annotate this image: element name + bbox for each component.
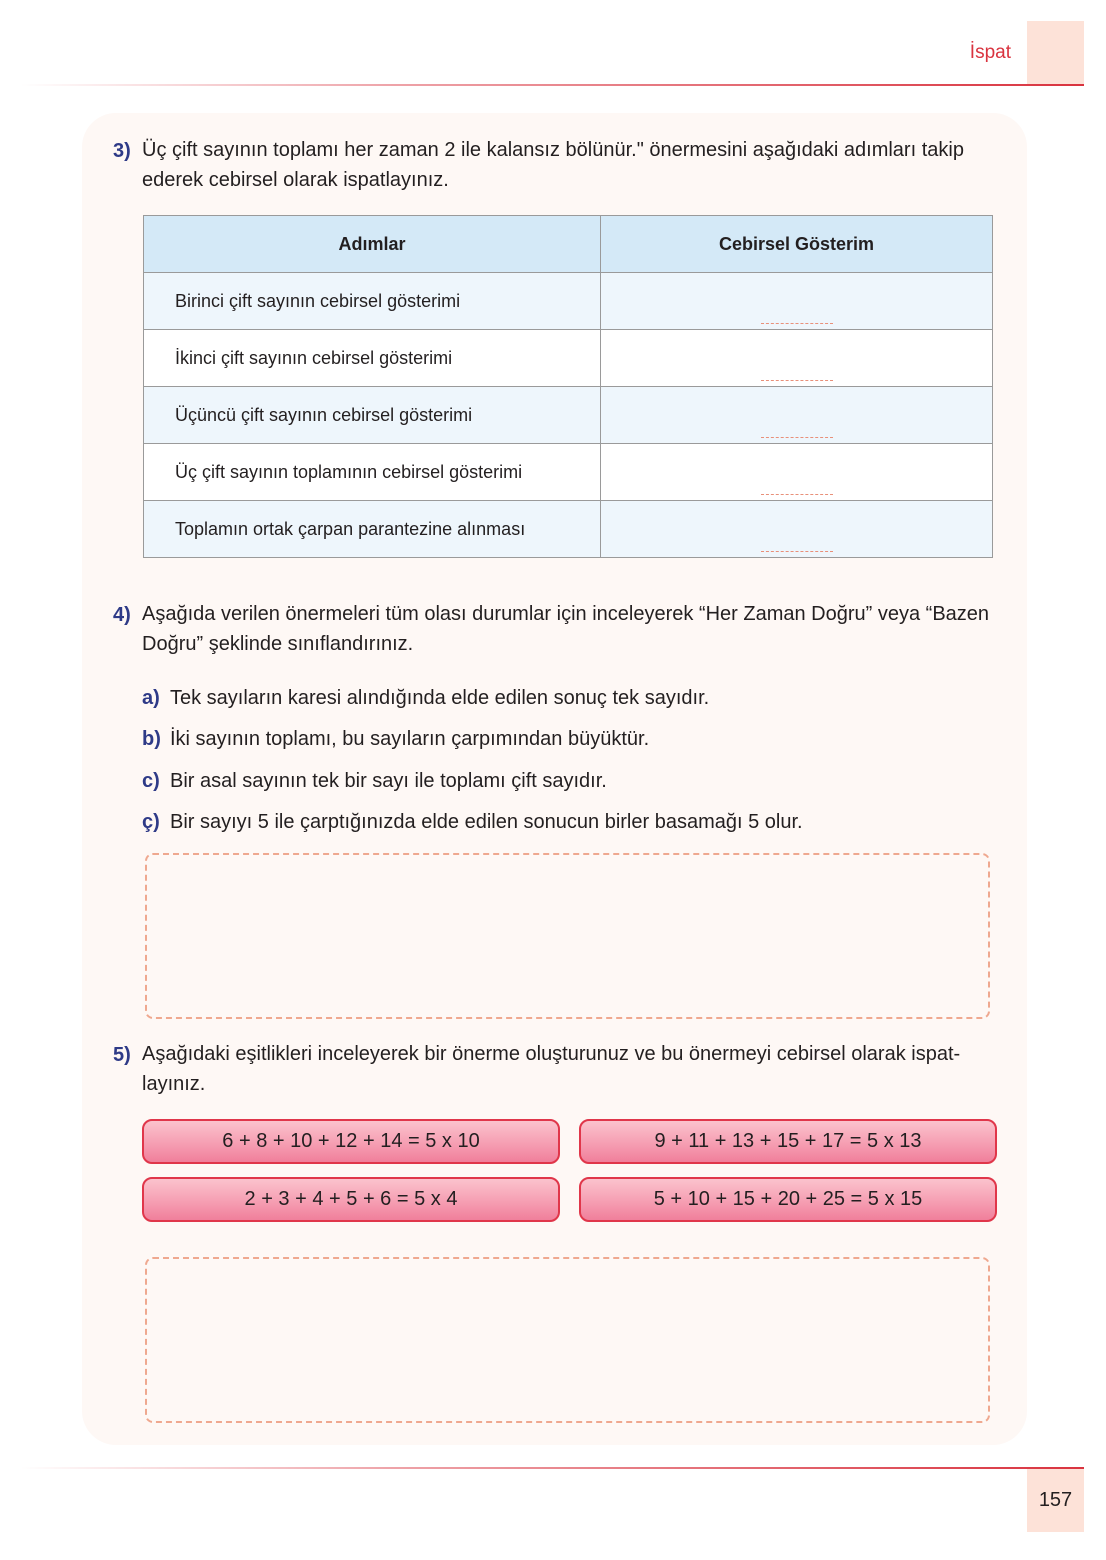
- step-label: İkinci çift sayının cebirsel gösterimi: [144, 330, 601, 387]
- question-3-text-line1: Üç çift sayının toplamı her zaman 2 ile kalansız bölünür." önermesini aşağıdaki adımları takip: [142, 139, 964, 161]
- header-tab: [1027, 21, 1084, 84]
- step-label: Üçüncü çift sayının cebirsel gösterimi: [144, 387, 601, 444]
- step-label: Toplamın ortak çarpan parantezine alınması: [144, 501, 601, 558]
- question-5-text-line1: Aşağıdaki eşitlikleri inceleyerek bir önerme oluşturunuz ve bu önermeyi cebirsel olarak ispat-: [142, 1043, 961, 1065]
- answer-blank: [761, 551, 833, 552]
- steps-table: [143, 215, 993, 558]
- answer-cell[interactable]: [601, 444, 993, 501]
- answer-box-q4[interactable]: [145, 853, 990, 1019]
- item-cc-text: Bir sayıyı 5 ile çarptığınızda elde edilen sonucun birler basamağı 5 olur.: [170, 811, 803, 833]
- question-4-text-line2: Doğru” şeklinde sınıflandırınız.: [142, 633, 414, 655]
- page-number: 157: [1027, 1469, 1084, 1532]
- table-header-algebraic: Cebirsel Gösterim: [601, 216, 993, 273]
- equation-pill: 9 + 11 + 13 + 15 + 17 = 5 x 13: [579, 1119, 997, 1164]
- answer-blank: [761, 380, 833, 381]
- equation-pill: 6 + 8 + 10 + 12 + 14 = 5 x 10: [142, 1119, 560, 1164]
- answer-cell[interactable]: [601, 501, 993, 558]
- step-label: Üç çift sayının toplamının cebirsel gösterimi: [144, 444, 601, 501]
- answer-blank: [761, 437, 833, 438]
- section-title: İspat: [969, 42, 1011, 63]
- question-5-text-line2: layınız.: [142, 1073, 206, 1095]
- table-header-steps: Adımlar: [144, 216, 601, 273]
- table-row: [144, 273, 993, 330]
- question-4-number: 4): [113, 604, 131, 626]
- item-c-label: c): [142, 770, 160, 792]
- answer-cell[interactable]: [601, 273, 993, 330]
- answer-blank: [761, 323, 833, 324]
- table-row: [144, 387, 993, 444]
- question-5-number: 5): [113, 1044, 131, 1066]
- item-c-text: Bir asal sayının tek bir sayı ile toplamı çift sayıdır.: [170, 770, 607, 792]
- item-a-label: a): [142, 687, 160, 709]
- step-label: Birinci çift sayının cebirsel gösterimi: [144, 273, 601, 330]
- question-3-number: 3): [113, 140, 131, 162]
- item-cc-label: ç): [142, 811, 160, 833]
- question-4-text-line1: Aşağıda verilen önermeleri tüm olası durumlar için inceleyerek “Her Zaman Doğru” veya “Bazen: [142, 603, 990, 625]
- equation-pill: 5 + 10 + 15 + 20 + 25 = 5 x 15: [579, 1177, 997, 1222]
- answer-box-q5[interactable]: [145, 1257, 990, 1423]
- footer-divider: [20, 1467, 1084, 1469]
- answer-blank: [761, 494, 833, 495]
- table-row: [144, 444, 993, 501]
- equation-pill: 2 + 3 + 4 + 5 + 6 = 5 x 4: [142, 1177, 560, 1222]
- item-b-label: b): [142, 728, 161, 750]
- table-row: [144, 330, 993, 387]
- answer-cell[interactable]: [601, 387, 993, 444]
- item-a-text: Tek sayıların karesi alındığında elde edilen sonuç tek sayıdır.: [170, 687, 710, 709]
- item-b-text: İki sayının toplamı, bu sayıların çarpımından büyüktür.: [170, 728, 650, 750]
- answer-cell[interactable]: [601, 330, 993, 387]
- header-divider: [20, 84, 1084, 86]
- table-row: [144, 501, 993, 558]
- question-3-text-line2: ederek cebirsel olarak ispatlayınız.: [142, 169, 449, 191]
